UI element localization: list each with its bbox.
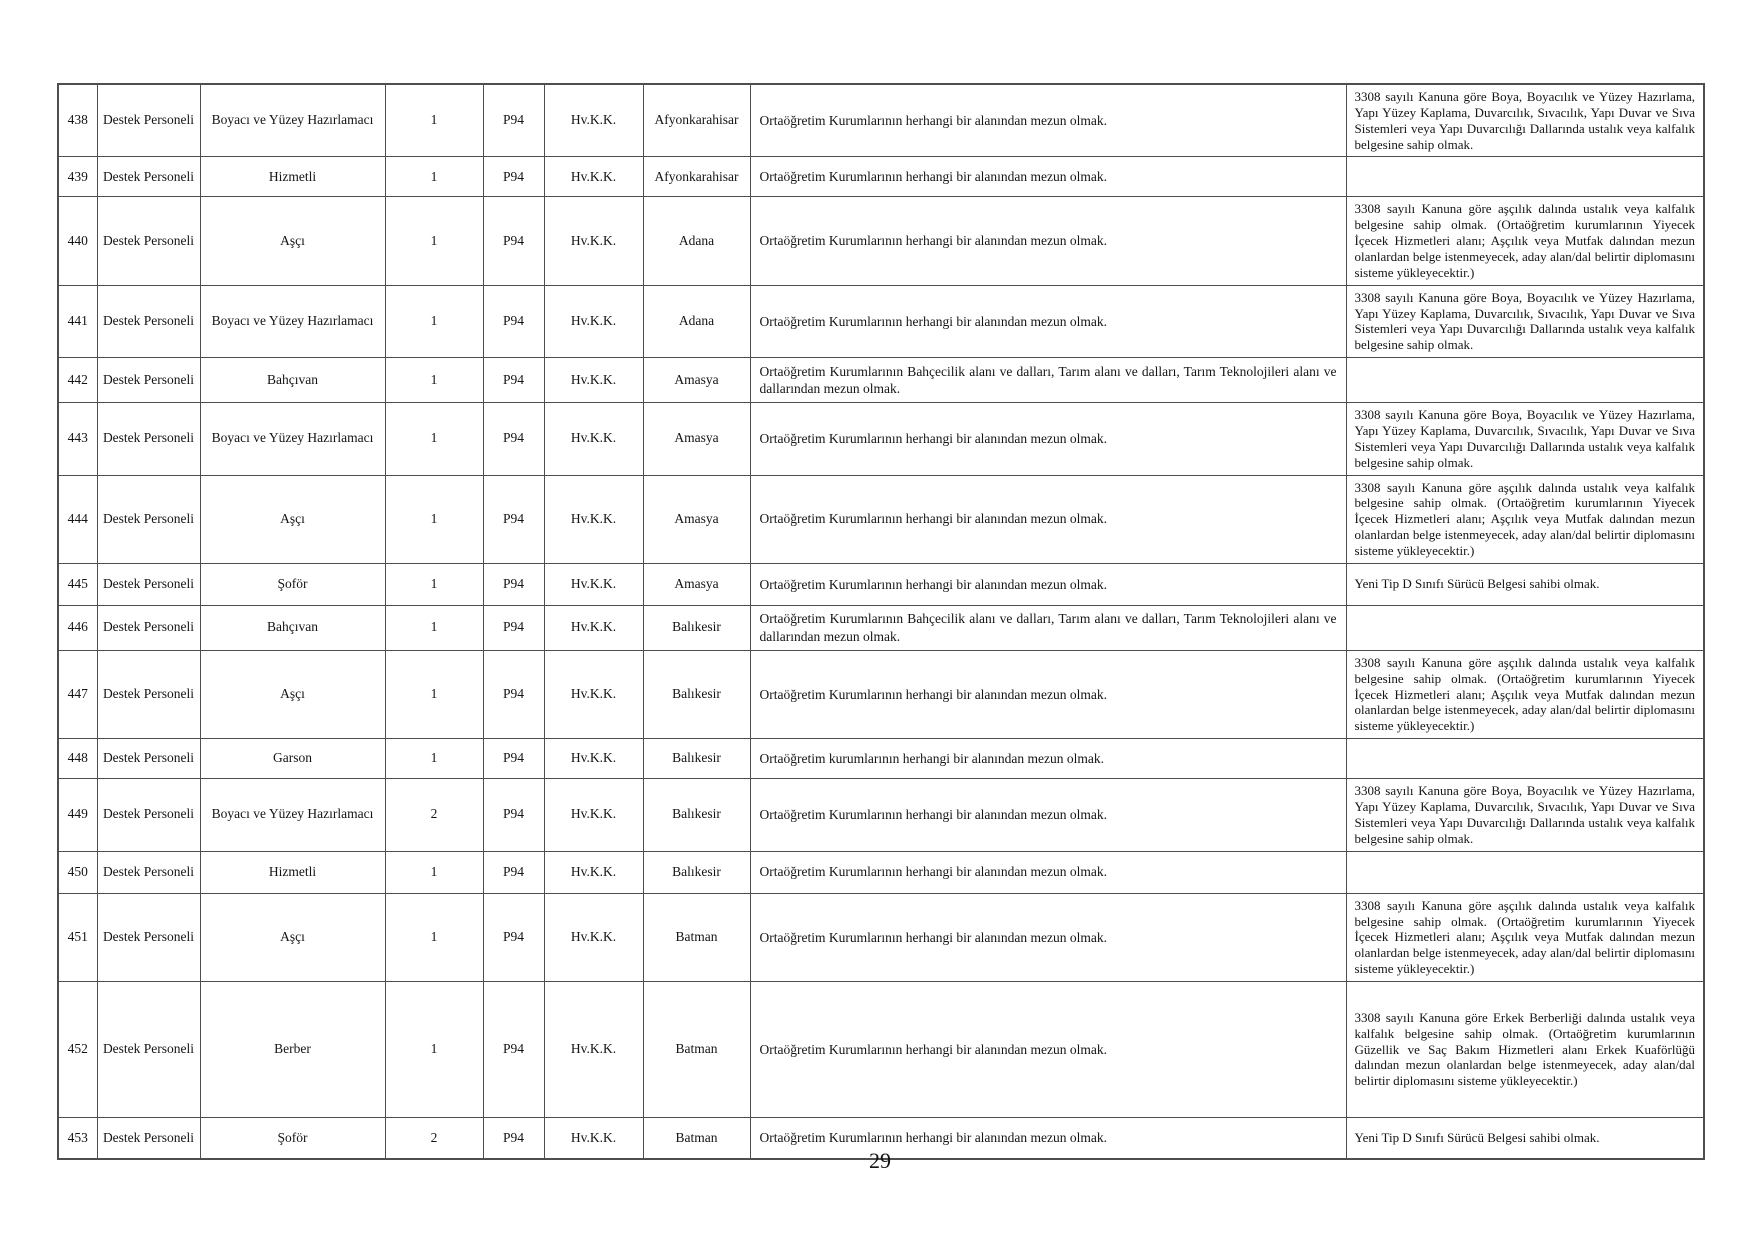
cell-note (1346, 739, 1704, 779)
cell-position: Destek Personeli (97, 358, 200, 403)
cell-force: Hv.K.K. (544, 403, 643, 475)
cell-note (1346, 605, 1704, 650)
cell-force: Hv.K.K. (544, 358, 643, 403)
cell-position: Destek Personeli (97, 650, 200, 738)
cell-score-type: P94 (483, 197, 544, 285)
cell-force: Hv.K.K. (544, 779, 643, 851)
cell-score-type: P94 (483, 563, 544, 605)
cell-score-type: P94 (483, 84, 544, 157)
cell-force: Hv.K.K. (544, 285, 643, 357)
cell-note: 3308 sayılı Kanuna göre aşçılık dalında ustalık veya kalfalık belgesine sahip olmak. (Ortaöğretim kurumlarının Yiyecek İçecek Hizmetleri alanı; Aşçılık veya Mutfak dalından mezun olanlardan belge istenmeyecek, aday alan/dal belirtir diplomasını sisteme yükleyecektir.) (1346, 650, 1704, 738)
cell-row-number: 442 (58, 358, 97, 403)
cell-education: Ortaöğretim Kurumlarının herhangi bir alanından mezun olmak. (750, 981, 1346, 1117)
cell-note (1346, 358, 1704, 403)
cell-education: Ortaöğretim Kurumlarının herhangi bir alanından mezun olmak. (750, 475, 1346, 563)
cell-count: 1 (385, 157, 483, 197)
cell-job-title: Aşçı (200, 475, 385, 563)
cell-force: Hv.K.K. (544, 739, 643, 779)
cell-row-number: 441 (58, 285, 97, 357)
cell-force: Hv.K.K. (544, 650, 643, 738)
cell-job-title: Berber (200, 981, 385, 1117)
cell-count: 1 (385, 358, 483, 403)
page-number: 29 (869, 1148, 891, 1173)
cell-row-number: 444 (58, 475, 97, 563)
cell-score-type: P94 (483, 739, 544, 779)
cell-note: 3308 sayılı Kanuna göre Erkek Berberliği dalında ustalık veya kalfalık belgesine sahip olmak. (Ortaöğretim kurumlarının Güzellik ve Saç Bakım Hizmetleri alanı Erkek Kuaförlüğü dalından mezun olanlardan belge istenmeyecek, aday alan/dal belirtir diplomasını sisteme yükleyecektir.) (1346, 981, 1704, 1117)
cell-force: Hv.K.K. (544, 197, 643, 285)
cell-job-title: Bahçıvan (200, 605, 385, 650)
table-row (58, 893, 1704, 981)
cell-force: Hv.K.K. (544, 84, 643, 157)
table-row (58, 358, 1704, 403)
cell-position: Destek Personeli (97, 563, 200, 605)
table-row (58, 981, 1704, 1117)
cell-count: 1 (385, 851, 483, 893)
recruitment-table-wrap (57, 83, 1703, 1160)
cell-city: Amasya (643, 403, 750, 475)
cell-education: Ortaöğretim Kurumlarının Bahçecilik alanı ve dalları, Tarım alanı ve dalları, Tarım Teknolojileri alanı ve dallarından mezun olmak. (750, 358, 1346, 403)
cell-note: Yeni Tip D Sınıfı Sürücü Belgesi sahibi olmak. (1346, 563, 1704, 605)
cell-force: Hv.K.K. (544, 605, 643, 650)
cell-job-title: Aşçı (200, 197, 385, 285)
recruitment-table-body (58, 84, 1704, 1159)
table-row (58, 851, 1704, 893)
table-row (58, 197, 1704, 285)
cell-note: 3308 sayılı Kanuna göre Boya, Boyacılık ve Yüzey Hazırlama, Yapı Yüzey Kaplama, Duvarcılık, Sıvacılık, Yapı Duvar ve Sıva Sistemleri veya Yapı Duvarcılığı Dallarında ustalık veya kalfalık belgesine sahip olmak. (1346, 779, 1704, 851)
cell-score-type: P94 (483, 475, 544, 563)
cell-position: Destek Personeli (97, 157, 200, 197)
cell-education: Ortaöğretim Kurumlarının herhangi bir alanından mezun olmak. (750, 157, 1346, 197)
cell-count: 1 (385, 84, 483, 157)
table-row (58, 285, 1704, 357)
cell-position: Destek Personeli (97, 475, 200, 563)
cell-score-type: P94 (483, 605, 544, 650)
table-row (58, 563, 1704, 605)
cell-job-title: Boyacı ve Yüzey Hazırlamacı (200, 779, 385, 851)
cell-education: Ortaöğretim Kurumlarının herhangi bir alanından mezun olmak. (750, 197, 1346, 285)
cell-score-type: P94 (483, 285, 544, 357)
cell-city: Afyonkarahisar (643, 84, 750, 157)
cell-education: Ortaöğretim Kurumlarının herhangi bir alanından mezun olmak. (750, 285, 1346, 357)
cell-note: 3308 sayılı Kanuna göre Boya, Boyacılık ve Yüzey Hazırlama, Yapı Yüzey Kaplama, Duvarcılık, Sıvacılık, Yapı Duvar ve Sıva Sistemleri veya Yapı Duvarcılığı Dallarında ustalık veya kalfalık belgesine sahip olmak. (1346, 285, 1704, 357)
table-row (58, 475, 1704, 563)
cell-count: 1 (385, 563, 483, 605)
cell-position: Destek Personeli (97, 779, 200, 851)
cell-education: Ortaöğretim Kurumlarının herhangi bir alanından mezun olmak. (750, 851, 1346, 893)
cell-job-title: Bahçıvan (200, 358, 385, 403)
cell-position: Destek Personeli (97, 84, 200, 157)
cell-score-type: P94 (483, 779, 544, 851)
table-row (58, 84, 1704, 157)
cell-education: Ortaöğretim Kurumlarının herhangi bir alanından mezun olmak. (750, 84, 1346, 157)
cell-count: 1 (385, 605, 483, 650)
cell-count: 1 (385, 739, 483, 779)
table-row (58, 650, 1704, 738)
cell-education: Ortaöğretim Kurumlarının herhangi bir alanından mezun olmak. (750, 779, 1346, 851)
cell-row-number: 450 (58, 851, 97, 893)
cell-city: Batman (643, 1117, 750, 1159)
cell-score-type: P94 (483, 893, 544, 981)
cell-city: Adana (643, 285, 750, 357)
cell-score-type: P94 (483, 157, 544, 197)
cell-count: 2 (385, 1117, 483, 1159)
cell-count: 1 (385, 981, 483, 1117)
cell-city: Balıkesir (643, 739, 750, 779)
cell-score-type: P94 (483, 981, 544, 1117)
cell-position: Destek Personeli (97, 851, 200, 893)
cell-count: 1 (385, 893, 483, 981)
cell-count: 1 (385, 197, 483, 285)
cell-position: Destek Personeli (97, 739, 200, 779)
cell-force: Hv.K.K. (544, 1117, 643, 1159)
cell-education: Ortaöğretim Kurumlarının herhangi bir alanından mezun olmak. (750, 1117, 1346, 1159)
cell-job-title: Hizmetli (200, 851, 385, 893)
cell-row-number: 445 (58, 563, 97, 605)
cell-city: Amasya (643, 563, 750, 605)
cell-score-type: P94 (483, 851, 544, 893)
cell-note (1346, 851, 1704, 893)
cell-job-title: Boyacı ve Yüzey Hazırlamacı (200, 285, 385, 357)
cell-score-type: P94 (483, 403, 544, 475)
cell-education: Ortaöğretim Kurumlarının herhangi bir alanından mezun olmak. (750, 403, 1346, 475)
cell-city: Afyonkarahisar (643, 157, 750, 197)
cell-score-type: P94 (483, 358, 544, 403)
cell-job-title: Hizmetli (200, 157, 385, 197)
cell-row-number: 439 (58, 157, 97, 197)
table-row (58, 739, 1704, 779)
cell-force: Hv.K.K. (544, 475, 643, 563)
cell-job-title: Garson (200, 739, 385, 779)
cell-education: Ortaöğretim Kurumlarının Bahçecilik alanı ve dalları, Tarım alanı ve dalları, Tarım Teknolojileri alanı ve dallarından mezun olmak. (750, 605, 1346, 650)
cell-job-title: Şoför (200, 563, 385, 605)
cell-row-number: 451 (58, 893, 97, 981)
cell-note: 3308 sayılı Kanuna göre Boya, Boyacılık ve Yüzey Hazırlama, Yapı Yüzey Kaplama, Duvarcılık, Sıvacılık, Yapı Duvar ve Sıva Sistemleri veya Yapı Duvarcılığı Dallarında ustalık veya kalfalık belgesine sahip olmak. (1346, 403, 1704, 475)
recruitment-table (57, 83, 1705, 1160)
cell-education: Ortaöğretim Kurumlarının herhangi bir alanından mezun olmak. (750, 650, 1346, 738)
cell-position: Destek Personeli (97, 285, 200, 357)
cell-city: Amasya (643, 475, 750, 563)
cell-row-number: 447 (58, 650, 97, 738)
cell-position: Destek Personeli (97, 981, 200, 1117)
cell-count: 1 (385, 403, 483, 475)
cell-force: Hv.K.K. (544, 981, 643, 1117)
cell-row-number: 443 (58, 403, 97, 475)
cell-city: Balıkesir (643, 650, 750, 738)
cell-row-number: 440 (58, 197, 97, 285)
table-row (58, 403, 1704, 475)
cell-score-type: P94 (483, 1117, 544, 1159)
cell-count: 2 (385, 779, 483, 851)
cell-count: 1 (385, 650, 483, 738)
cell-job-title: Şoför (200, 1117, 385, 1159)
cell-job-title: Boyacı ve Yüzey Hazırlamacı (200, 84, 385, 157)
cell-force: Hv.K.K. (544, 563, 643, 605)
cell-note: Yeni Tip D Sınıfı Sürücü Belgesi sahibi olmak. (1346, 1117, 1704, 1159)
cell-row-number: 453 (58, 1117, 97, 1159)
cell-row-number: 438 (58, 84, 97, 157)
cell-city: Batman (643, 893, 750, 981)
cell-education: Ortaöğretim Kurumlarının herhangi bir alanından mezun olmak. (750, 563, 1346, 605)
table-row (58, 605, 1704, 650)
cell-note: 3308 sayılı Kanuna göre aşçılık dalında ustalık veya kalfalık belgesine sahip olmak. (Ortaöğretim kurumlarının Yiyecek İçecek Hizmetleri alanı; Aşçılık veya Mutfak dalından mezun olanlardan belge istenmeyecek, aday alan/dal belirtir diplomasını sisteme yükleyecektir.) (1346, 197, 1704, 285)
cell-job-title: Boyacı ve Yüzey Hazırlamacı (200, 403, 385, 475)
cell-row-number: 448 (58, 739, 97, 779)
cell-force: Hv.K.K. (544, 851, 643, 893)
cell-score-type: P94 (483, 650, 544, 738)
cell-city: Balıkesir (643, 779, 750, 851)
cell-position: Destek Personeli (97, 1117, 200, 1159)
cell-note (1346, 157, 1704, 197)
cell-note: 3308 sayılı Kanuna göre aşçılık dalında ustalık veya kalfalık belgesine sahip olmak. (Ortaöğretim kurumlarının Yiyecek İçecek Hizmetleri alanı; Aşçılık veya Mutfak dalından mezun olanlardan belge istenmeyecek, aday alan/dal belirtir diplomasını sisteme yükleyecektir.) (1346, 475, 1704, 563)
cell-city: Balıkesir (643, 605, 750, 650)
cell-job-title: Aşçı (200, 650, 385, 738)
cell-position: Destek Personeli (97, 197, 200, 285)
cell-force: Hv.K.K. (544, 893, 643, 981)
cell-note: 3308 sayılı Kanuna göre aşçılık dalında ustalık veya kalfalık belgesine sahip olmak. (Ortaöğretim kurumlarının Yiyecek İçecek Hizmetleri alanı; Aşçılık veya Mutfak dalından mezun olanlardan belge istenmeyecek, aday alan/dal belirtir diplomasını sisteme yükleyecektir.) (1346, 893, 1704, 981)
cell-note: 3308 sayılı Kanuna göre Boya, Boyacılık ve Yüzey Hazırlama, Yapı Yüzey Kaplama, Duvarcılık, Sıvacılık, Yapı Duvar ve Sıva Sistemleri veya Yapı Duvarcılığı Dallarında ustalık veya kalfalık belgesine sahip olmak. (1346, 84, 1704, 157)
cell-education: Ortaöğretim Kurumlarının herhangi bir alanından mezun olmak. (750, 893, 1346, 981)
table-row (58, 157, 1704, 197)
cell-force: Hv.K.K. (544, 157, 643, 197)
cell-count: 1 (385, 475, 483, 563)
cell-city: Balıkesir (643, 851, 750, 893)
cell-city: Adana (643, 197, 750, 285)
cell-count: 1 (385, 285, 483, 357)
cell-position: Destek Personeli (97, 893, 200, 981)
cell-row-number: 449 (58, 779, 97, 851)
cell-row-number: 452 (58, 981, 97, 1117)
cell-city: Amasya (643, 358, 750, 403)
cell-city: Batman (643, 981, 750, 1117)
table-row (58, 779, 1704, 851)
cell-row-number: 446 (58, 605, 97, 650)
cell-position: Destek Personeli (97, 605, 200, 650)
cell-education: Ortaöğretim kurumlarının herhangi bir alanından mezun olmak. (750, 739, 1346, 779)
cell-position: Destek Personeli (97, 403, 200, 475)
cell-job-title: Aşçı (200, 893, 385, 981)
